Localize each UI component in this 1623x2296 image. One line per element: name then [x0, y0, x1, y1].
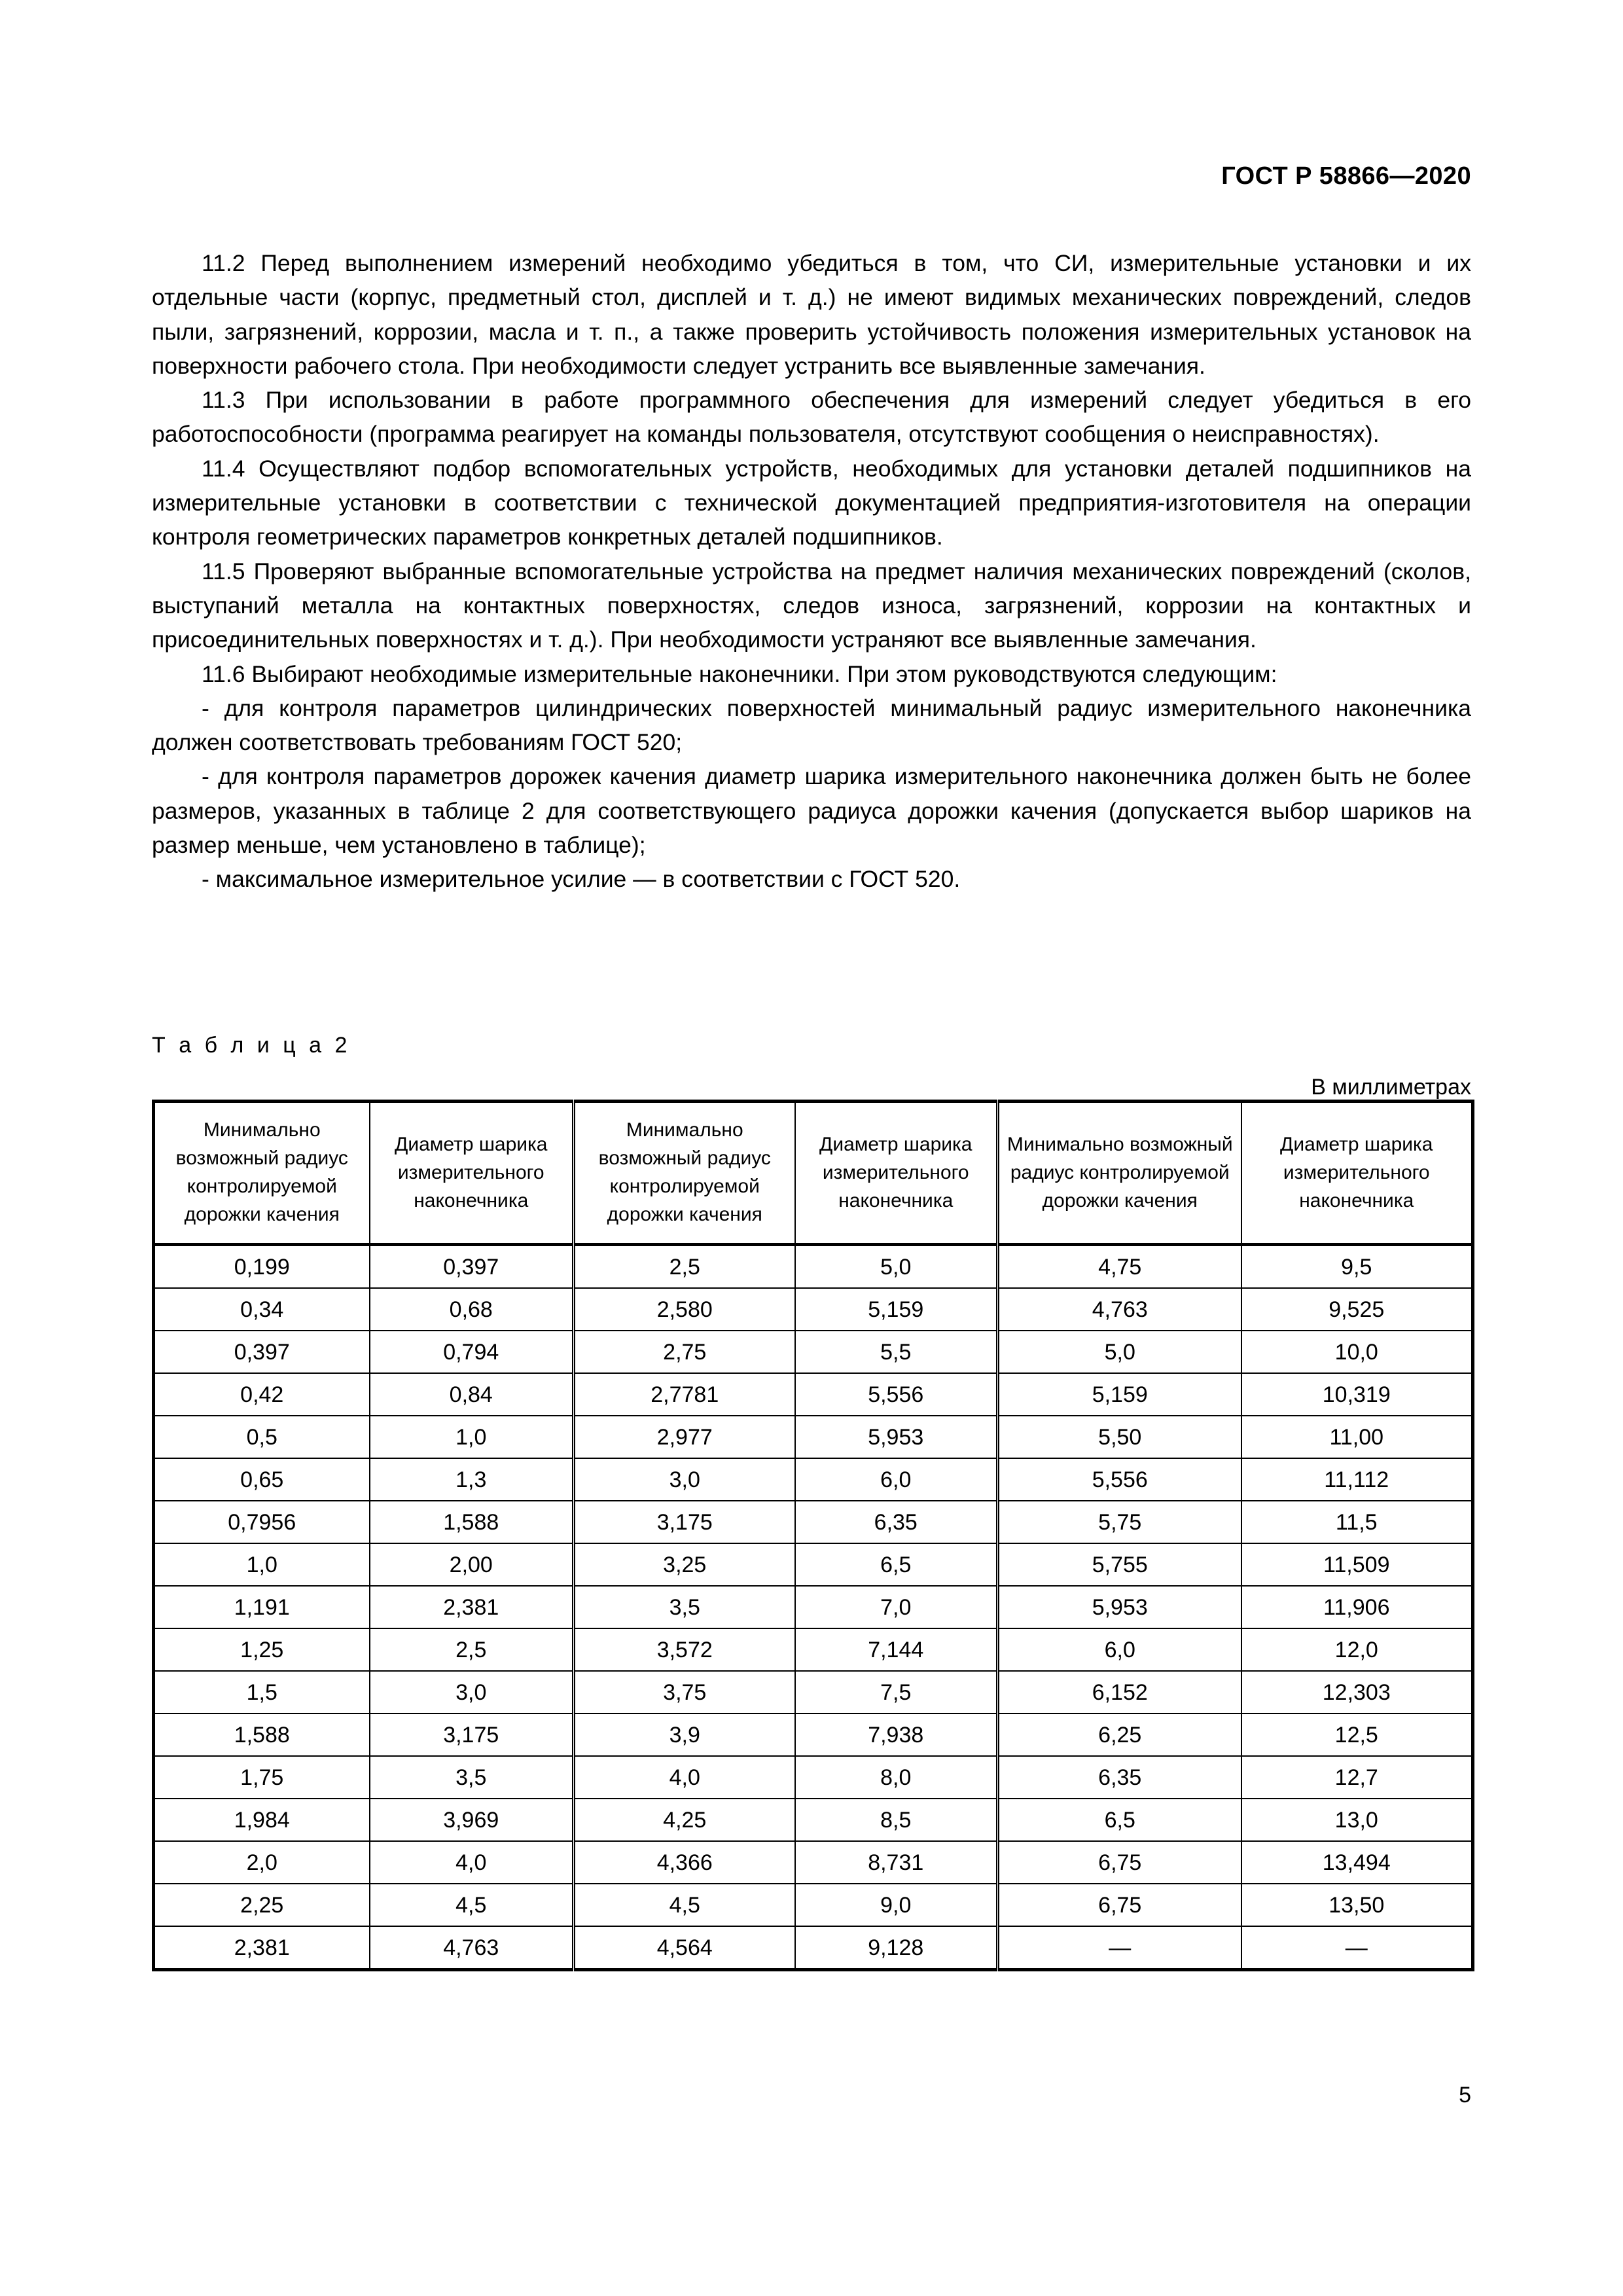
table-cell: 3,0 [574, 1458, 795, 1501]
table-cell: 5,159 [795, 1288, 998, 1331]
table-row [154, 1756, 1473, 1799]
table-cell: 1,984 [154, 1799, 370, 1841]
table-cell: 4,5 [370, 1884, 574, 1926]
table-cell: 12,5 [1241, 1713, 1473, 1756]
table-cell: 0,397 [370, 1245, 574, 1289]
table-cell: 7,144 [795, 1628, 998, 1671]
table-cell: 5,50 [998, 1416, 1241, 1458]
table-cell: 11,00 [1241, 1416, 1473, 1458]
table-cell: 1,588 [154, 1713, 370, 1756]
column-header-ball-diameter-2: Диаметр шарика измерительного наконечника [795, 1102, 998, 1245]
table-cell: 10,0 [1241, 1331, 1473, 1373]
table-cell: 3,175 [574, 1501, 795, 1543]
table-cell: 4,763 [370, 1926, 574, 1970]
table-caption: Т а б л и ц а 2 [152, 1033, 351, 1058]
table-cell: 0,199 [154, 1245, 370, 1289]
table-cell: 8,5 [795, 1799, 998, 1841]
table-cell: 11,509 [1241, 1543, 1473, 1586]
table-cell: 5,0 [795, 1245, 998, 1289]
table-cell: 9,525 [1241, 1288, 1473, 1331]
table-cell: 3,25 [574, 1543, 795, 1586]
bullet-item-raceways: - для контроля параметров дорожек качения диаметр шарика измерительного наконечника должен быть не более размеров, указанных в таблице 2 для соответствующего радиуса дорожки качения (допускается выбор шариков на размер меньше, чем установлено в таблице); [152, 763, 1471, 859]
table-cell: 4,763 [998, 1288, 1241, 1331]
table-cell: 1,0 [370, 1416, 574, 1458]
column-header-ball-diameter-3: Диаметр шарика измерительного наконечника [1241, 1102, 1473, 1245]
paragraph-11-3: 11.3 При использовании в работе программного обеспечения для измерений следует убедиться в его работоспособности (программа реагирует на команды пользователя, отсутствуют сообщения о неисправностях). [152, 387, 1471, 448]
table-cell: 6,35 [795, 1501, 998, 1543]
table-cell: 0,65 [154, 1458, 370, 1501]
table-cell: 5,556 [998, 1458, 1241, 1501]
table-cell: 13,494 [1241, 1841, 1473, 1884]
table-cell: 0,84 [370, 1373, 574, 1416]
table-units-label: В миллиметрах [1311, 1075, 1471, 1100]
table-cell: 6,5 [998, 1799, 1241, 1841]
table-cell: 3,969 [370, 1799, 574, 1841]
table-cell: 3,0 [370, 1671, 574, 1713]
table-cell: 2,5 [370, 1628, 574, 1671]
table-cell: 1,25 [154, 1628, 370, 1671]
table-row [154, 1501, 1473, 1543]
table-cell: 5,556 [795, 1373, 998, 1416]
table-cell: 5,75 [998, 1501, 1241, 1543]
table-cell: 5,953 [795, 1416, 998, 1458]
table-cell: 4,0 [574, 1756, 795, 1799]
table-cell: 0,397 [154, 1331, 370, 1373]
table-cell: 13,0 [1241, 1799, 1473, 1841]
table-cell: 6,35 [998, 1756, 1241, 1799]
standard-designation-header: ГОСТ Р 58866—2020 [1221, 162, 1471, 190]
table-cell: 1,75 [154, 1756, 370, 1799]
table-cell: 2,75 [574, 1331, 795, 1373]
table-row [154, 1713, 1473, 1756]
table-cell: 9,0 [795, 1884, 998, 1926]
table-row [154, 1884, 1473, 1926]
table-cell: 12,0 [1241, 1628, 1473, 1671]
table-header-row [154, 1102, 1473, 1245]
table-cell: 10,319 [1241, 1373, 1473, 1416]
table-cell: 9,128 [795, 1926, 998, 1970]
table-cell: 6,152 [998, 1671, 1241, 1713]
table-body [154, 1245, 1473, 1970]
table-cell: 2,580 [574, 1288, 795, 1331]
table-cell: 11,906 [1241, 1586, 1473, 1628]
table-cell: 3,75 [574, 1671, 795, 1713]
table-cell: 6,75 [998, 1841, 1241, 1884]
table-row [154, 1926, 1473, 1970]
table-cell: 4,0 [370, 1841, 574, 1884]
column-header-min-radius-1: Минимально возможный радиус контролируемой дорожки качения [154, 1102, 370, 1245]
table-cell: 4,5 [574, 1884, 795, 1926]
table-row [154, 1331, 1473, 1373]
table-cell: 3,9 [574, 1713, 795, 1756]
table-cell: 6,25 [998, 1713, 1241, 1756]
table-cell: 4,366 [574, 1841, 795, 1884]
table-cell: 0,34 [154, 1288, 370, 1331]
table-cell: 5,5 [795, 1331, 998, 1373]
table-cell: 12,303 [1241, 1671, 1473, 1713]
table-cell: 1,3 [370, 1458, 574, 1501]
table-row [154, 1628, 1473, 1671]
column-header-ball-diameter-1: Диаметр шарика измерительного наконечника [370, 1102, 574, 1245]
table-row [154, 1671, 1473, 1713]
table-cell: 12,7 [1241, 1756, 1473, 1799]
paragraph-11-2: 11.2 Перед выполнением измерений необходимо убедиться в том, что СИ, измерительные установки и их отдельные части (корпус, предметный стол, дисплей и т. д.) не имеют видимых механических повреждений, следов пыли, загрязнений, коррозии, масла и т. п., а также проверить устойчивость положения измерительных установок на поверхности рабочего стола. При необходимости следует устранить все выявленные замечания. [152, 250, 1471, 379]
table-cell: 2,381 [154, 1926, 370, 1970]
table-2-container [152, 1100, 1471, 1971]
table-cell: 8,731 [795, 1841, 998, 1884]
table-cell: 2,0 [154, 1841, 370, 1884]
column-header-min-radius-2: Минимально возможный радиус контролируемой дорожки качения [574, 1102, 795, 1245]
table-row [154, 1458, 1473, 1501]
table-row [154, 1799, 1473, 1841]
table-cell: 2,00 [370, 1543, 574, 1586]
paragraph-11-5: 11.5 Проверяют выбранные вспомогательные устройства на предмет наличия механических повреждений (сколов, выступаний металла на контактных поверхностях, следов износа, загрязнений, коррозии на контактных и присоединительных поверхностях и т. д.). При необходимости устраняют все выявленные замечания. [152, 558, 1471, 653]
table-cell: 9,5 [1241, 1245, 1473, 1289]
table-cell: 6,0 [998, 1628, 1241, 1671]
table-cell: 2,7781 [574, 1373, 795, 1416]
page-number: 5 [1459, 2083, 1471, 2108]
table-cell: 1,0 [154, 1543, 370, 1586]
table-cell: 2,977 [574, 1416, 795, 1458]
table-cell: — [998, 1926, 1241, 1970]
table-cell: 4,75 [998, 1245, 1241, 1289]
table-cell: 6,75 [998, 1884, 1241, 1926]
paragraph-11-6: 11.6 Выбирают необходимые измерительные наконечники. При этом руководствуются следующим: [202, 660, 1277, 687]
table-cell: 3,5 [574, 1586, 795, 1628]
table-cell: 1,191 [154, 1586, 370, 1628]
table-row [154, 1543, 1473, 1586]
table-cell: 8,0 [795, 1756, 998, 1799]
table-cell: 7,938 [795, 1713, 998, 1756]
table-cell: 0,5 [154, 1416, 370, 1458]
table-cell: 6,0 [795, 1458, 998, 1501]
table-cell: 0,794 [370, 1331, 574, 1373]
table-cell: 7,5 [795, 1671, 998, 1713]
table-cell: 3,572 [574, 1628, 795, 1671]
table-cell: 5,953 [998, 1586, 1241, 1628]
table-cell: 5,0 [998, 1331, 1241, 1373]
table-cell: 7,0 [795, 1586, 998, 1628]
table-row [154, 1586, 1473, 1628]
paragraph-11-4: 11.4 Осуществляют подбор вспомогательных устройств, необходимых для установки деталей подшипников на измерительные установки в соответствии с технической документацией предприятия-изготовителя на операции контроля геометрических параметров конкретных деталей подшипников. [152, 455, 1471, 550]
table-cell: 5,159 [998, 1373, 1241, 1416]
table-cell: 11,5 [1241, 1501, 1473, 1543]
bullet-item-measuring-force: - максимальное измерительное усилие — в соответствии с ГОСТ 520. [202, 866, 961, 893]
table-cell: 11,112 [1241, 1458, 1473, 1501]
table-cell: 2,25 [154, 1884, 370, 1926]
table-cell: 0,68 [370, 1288, 574, 1331]
table-cell: 1,5 [154, 1671, 370, 1713]
table-row [154, 1841, 1473, 1884]
table-row [154, 1288, 1473, 1331]
table-cell: 1,588 [370, 1501, 574, 1543]
table-cell: 3,5 [370, 1756, 574, 1799]
table-cell: 3,175 [370, 1713, 574, 1756]
table-cell: 2,5 [574, 1245, 795, 1289]
table-row [154, 1245, 1473, 1289]
table-cell: 0,42 [154, 1373, 370, 1416]
column-header-min-radius-3: Минимально возможный радиус контролируемой дорожки качения [998, 1102, 1241, 1245]
body-text-block [152, 246, 1471, 897]
table-2 [152, 1100, 1474, 1971]
table-cell: 5,755 [998, 1543, 1241, 1586]
bullet-item-cylindrical-surfaces: - для контроля параметров цилиндрических поверхностей минимальный радиус измерительного наконечника должен соответствовать требованиям ГОСТ 520; [152, 694, 1471, 756]
table-cell: 2,381 [370, 1586, 574, 1628]
table-row [154, 1373, 1473, 1416]
table-row [154, 1416, 1473, 1458]
table-cell: 0,7956 [154, 1501, 370, 1543]
table-cell: — [1241, 1926, 1473, 1970]
table-cell: 6,5 [795, 1543, 998, 1586]
table-cell: 4,564 [574, 1926, 795, 1970]
table-cell: 4,25 [574, 1799, 795, 1841]
table-cell: 13,50 [1241, 1884, 1473, 1926]
